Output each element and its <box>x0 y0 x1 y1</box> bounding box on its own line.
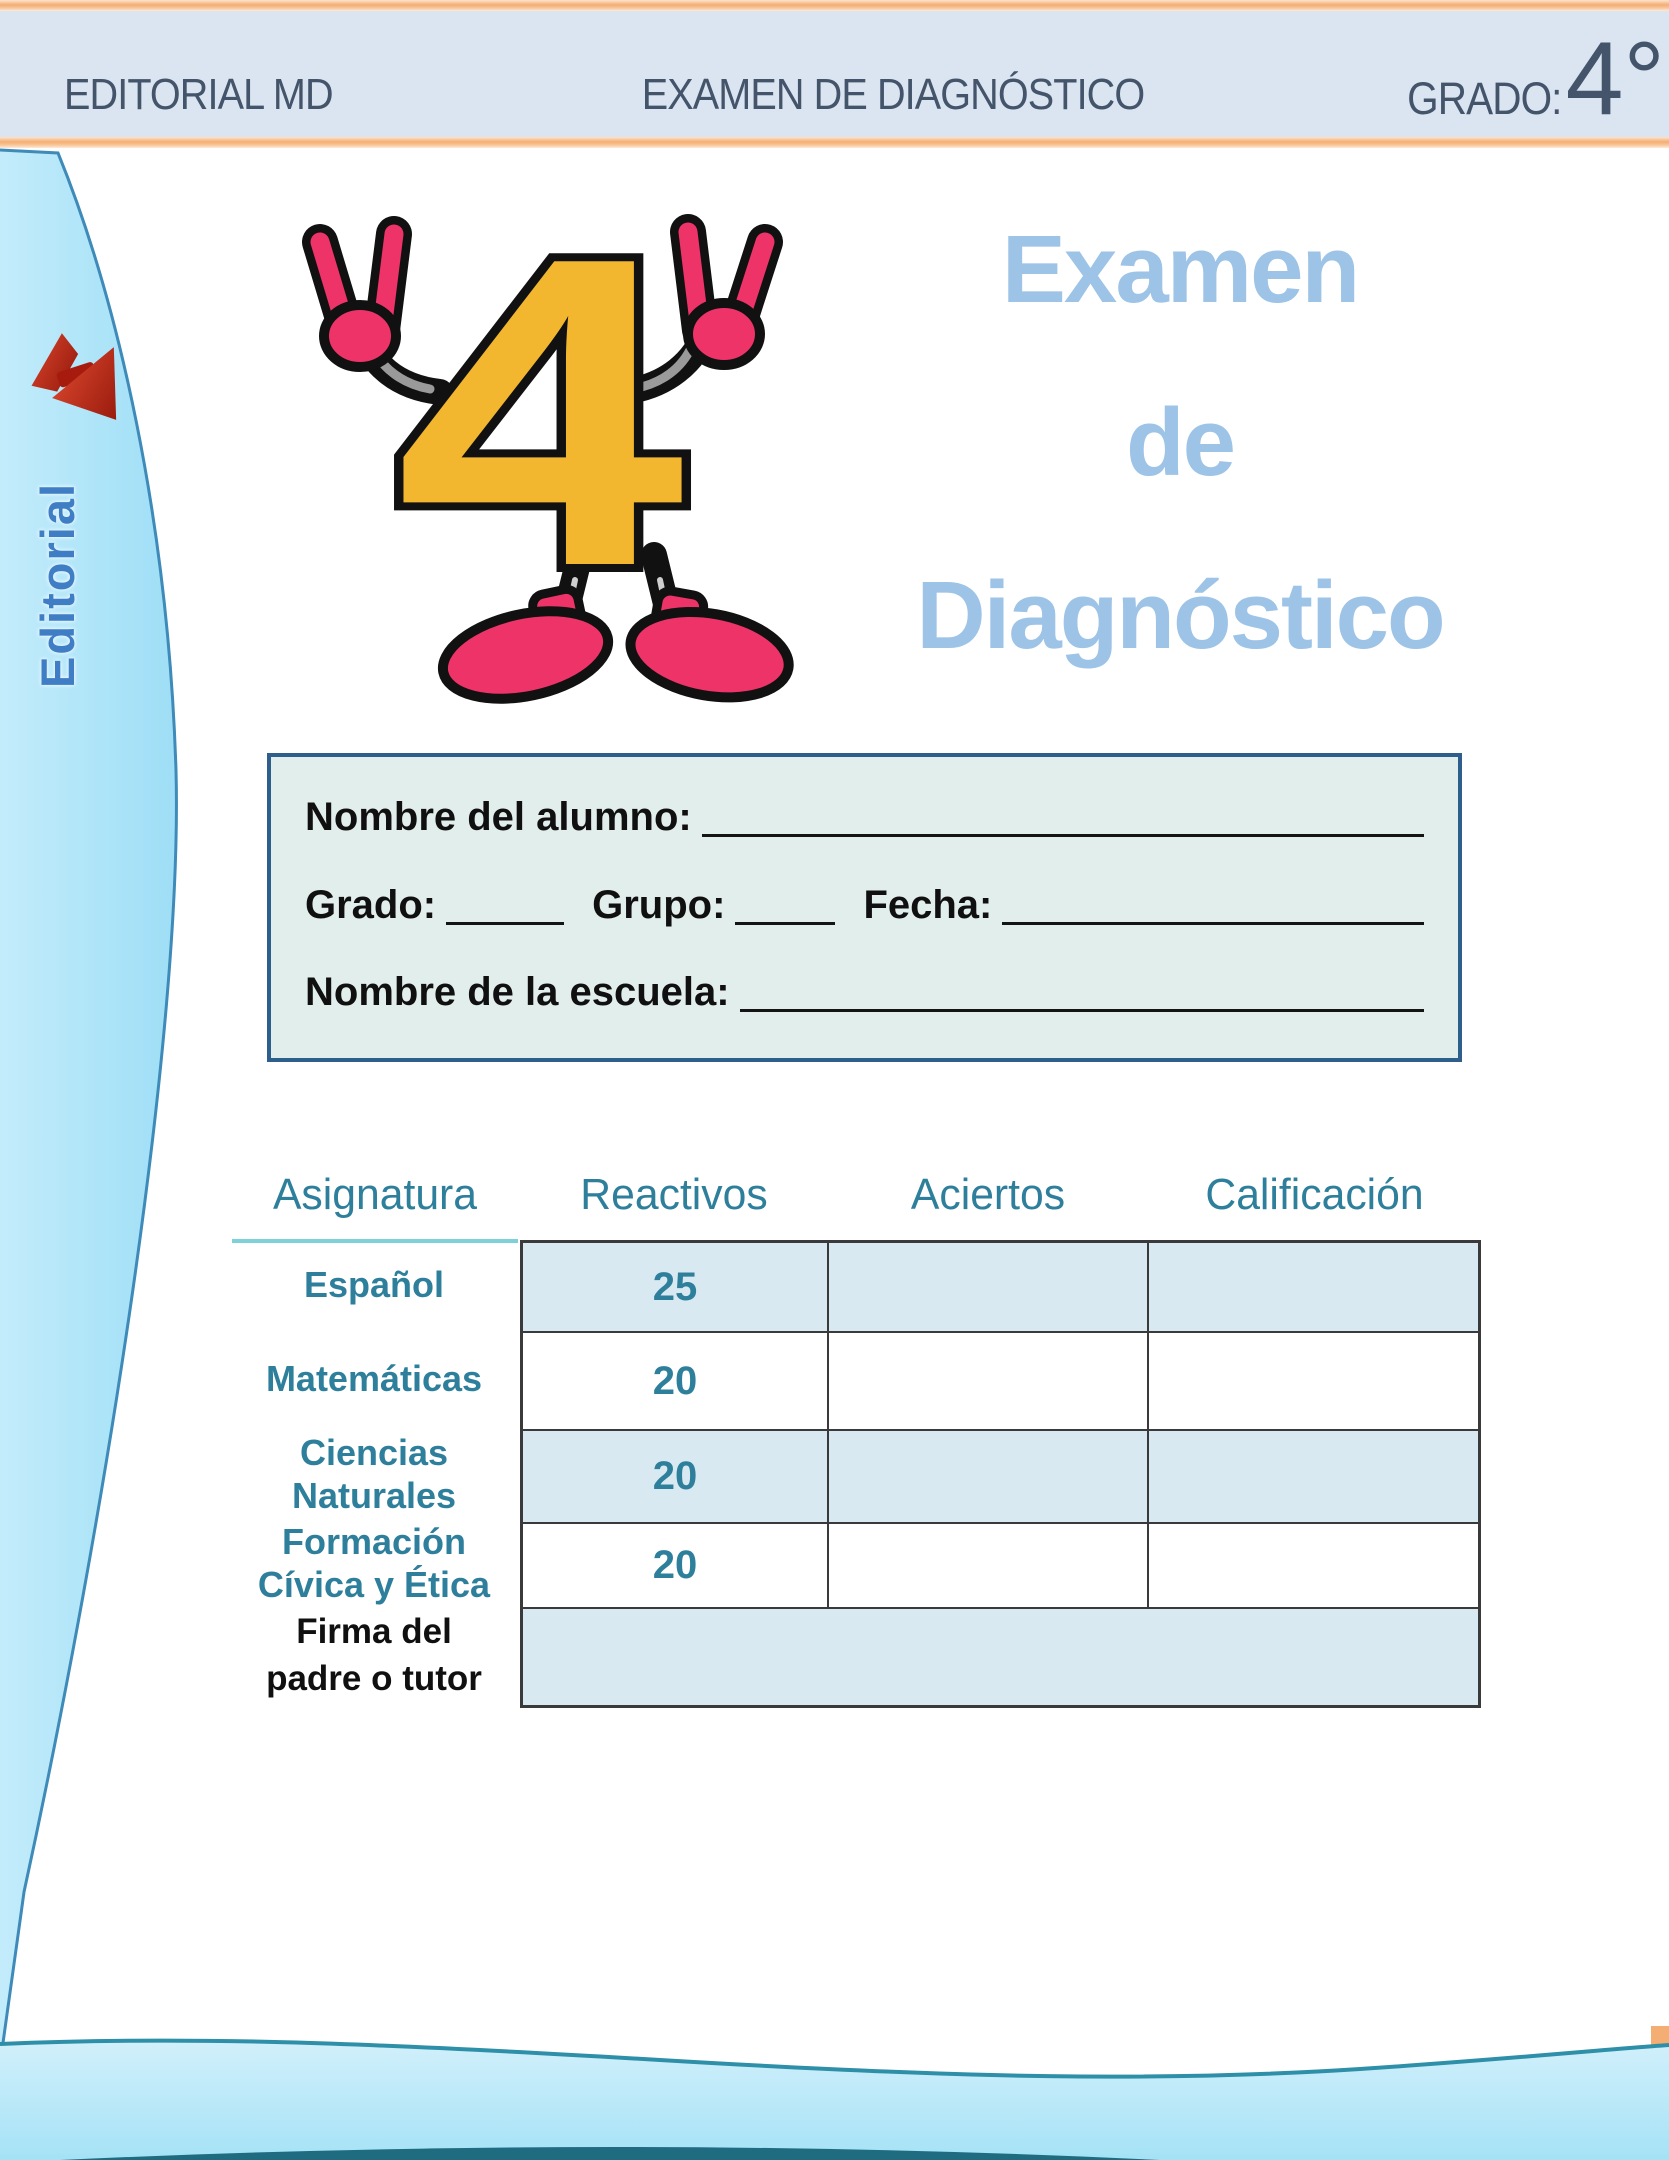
aciertos-ciencias[interactable] <box>829 1431 1147 1522</box>
student-name-line[interactable] <box>702 826 1424 837</box>
grade-line[interactable] <box>446 914 564 925</box>
calificacion-matematicas[interactable] <box>1149 1333 1478 1429</box>
results-table-grid <box>520 1240 1481 1708</box>
col-header-asignatura: Asignatura <box>272 1170 478 1219</box>
mascot-left-hand <box>320 234 396 367</box>
school-label: Nombre de la escuela: <box>305 970 730 1014</box>
subject-labels <box>230 1240 518 1704</box>
document-title: EXAMEN DE DIAGNÓSTICO <box>641 70 1144 119</box>
reactivos-matematicas: 20 <box>523 1333 827 1429</box>
form-grade-label: Grado: <box>305 882 437 927</box>
calificacion-ciencias[interactable] <box>1149 1431 1478 1522</box>
cover-title-line3: Diagnóstico <box>916 562 1444 669</box>
col-header-aciertos: Aciertos <box>910 1170 1066 1219</box>
group-label: Grupo: <box>592 882 726 927</box>
aciertos-formacion[interactable] <box>829 1524 1147 1607</box>
reactivos-espanol: 25 <box>523 1243 827 1331</box>
school-name-row <box>305 972 1424 1012</box>
subject-formacion-civica: Formación Cívica y Ética <box>257 1521 491 1605</box>
calificacion-formacion[interactable] <box>1149 1524 1478 1607</box>
signature-cell[interactable] <box>523 1609 1478 1705</box>
results-table <box>230 1152 1481 1717</box>
date-label: Fecha: <box>863 882 993 927</box>
reactivos-formacion: 20 <box>523 1524 827 1607</box>
subject-espanol: Español <box>303 1263 445 1305</box>
grade-label: GRADO: <box>1407 73 1562 124</box>
date-line[interactable] <box>1002 914 1424 925</box>
sidebar-vertical-brand: Editorial <box>31 481 84 688</box>
student-info-box <box>267 753 1462 1062</box>
cover-title-line2: de <box>1125 389 1235 496</box>
number-4-mascot <box>230 140 810 720</box>
subject-firma-padre: Firma del padre o tutor <box>266 1611 482 1698</box>
cover-title <box>878 216 1482 741</box>
grade-group-date-row <box>305 882 1424 927</box>
header-orange-border <box>0 137 1669 148</box>
student-name-row <box>305 797 1424 837</box>
grade-indicator <box>1390 21 1665 137</box>
col-header-calificacion: Calificación <box>1205 1170 1424 1219</box>
top-orange-border <box>0 0 1669 11</box>
group-line[interactable] <box>735 914 835 925</box>
school-line[interactable] <box>740 1001 1424 1012</box>
aciertos-espanol[interactable] <box>829 1243 1147 1331</box>
grade-value: 4° <box>1565 21 1665 137</box>
cover-title-line1: Examen <box>1001 216 1359 323</box>
subject-ciencias-naturales: Ciencias Naturales <box>291 1432 457 1516</box>
mascot-right-hand <box>688 232 765 365</box>
col-header-reactivos: Reactivos <box>580 1170 768 1219</box>
subject-matematicas: Matemáticas <box>265 1357 483 1399</box>
calificacion-espanol[interactable] <box>1149 1243 1478 1331</box>
page-header <box>0 11 1669 137</box>
student-name-label: Nombre del alumno: <box>305 795 692 839</box>
bottom-wave <box>0 2041 1669 2160</box>
reactivos-ciencias: 20 <box>523 1431 827 1522</box>
brand-name: EDITORIAL MD <box>64 70 333 119</box>
aciertos-matematicas[interactable] <box>829 1333 1147 1429</box>
mascot-number: 4 <box>395 165 685 658</box>
results-table-header <box>230 1152 1481 1238</box>
